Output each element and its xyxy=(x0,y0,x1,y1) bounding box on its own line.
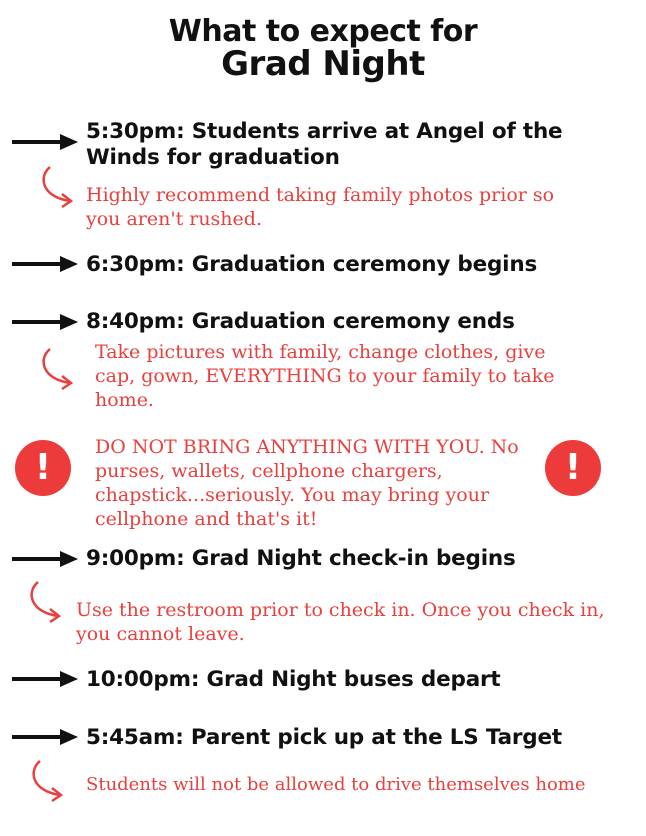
curved-arrow-icon xyxy=(38,345,78,391)
schedule-item-parent-pickup: 5:45am: Parent pick up at the LS Target xyxy=(86,725,562,750)
right-arrow-icon xyxy=(12,728,78,746)
note-ceremony-ends: Take pictures with family, change clothes, give cap, gown, EVERYTHING to your family to take home. xyxy=(95,341,555,411)
warning-text: DO NOT BRING ANYTHING WITH YOU. No purses, wallets, cellphone chargers, chapstick...seriously. You may bring your cellphone and that's it! xyxy=(95,436,519,530)
curved-arrow-icon xyxy=(38,163,78,209)
curved-arrow-icon xyxy=(26,578,66,624)
note-arrival: Highly recommend taking family photos prior so you aren't rushed. xyxy=(86,184,555,230)
exclamation-icon: ! xyxy=(15,440,71,496)
schedule-item-check-in: 9:00pm: Grad Night check-in begins xyxy=(86,546,516,571)
right-arrow-icon xyxy=(12,255,78,273)
page-title-line1: What to expect for xyxy=(168,14,478,49)
note-check-in: Use the restroom prior to check in. Once you check in, you cannot leave. xyxy=(76,599,605,645)
schedule-item-ceremony-ends: 8:40pm: Graduation ceremony ends xyxy=(86,309,515,334)
right-arrow-icon xyxy=(12,670,78,688)
note-parent-pickup: Students will not be allowed to drive themselves home xyxy=(86,774,586,795)
curved-arrow-icon xyxy=(28,757,68,803)
schedule-item-arrival: 5:30pm: Students arrive at Angel of the Winds for graduation xyxy=(86,119,563,170)
schedule-item-buses-depart: 10:00pm: Grad Night buses depart xyxy=(86,667,501,692)
exclamation-icon: ! xyxy=(545,440,601,496)
page-title-line2: Grad Night xyxy=(221,44,425,84)
right-arrow-icon xyxy=(12,133,78,151)
right-arrow-icon xyxy=(12,313,78,331)
right-arrow-icon xyxy=(12,550,78,568)
schedule-item-ceremony-begins: 6:30pm: Graduation ceremony begins xyxy=(86,252,538,277)
